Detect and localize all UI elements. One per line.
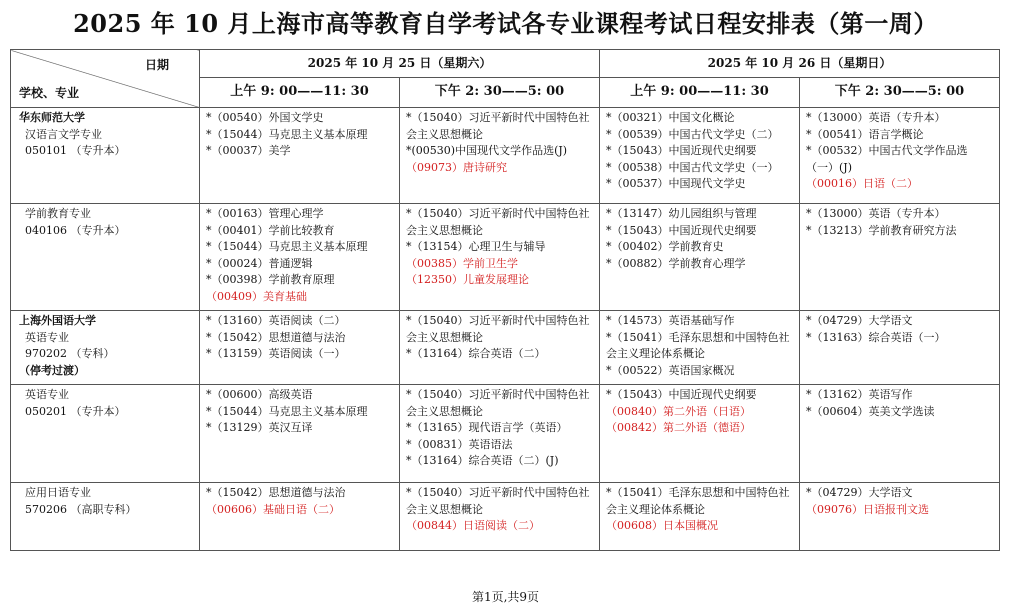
exam-course: *（15040）习近平新时代中国特色社会主义思想概论 — [406, 388, 590, 418]
exam-course: *（15042）思想道德与法治 — [206, 330, 346, 344]
exam-cell-day2-am — [600, 311, 800, 385]
exam-cell-day1-am — [200, 311, 400, 385]
exam-course: *（13000）英语（专升本） — [806, 207, 946, 220]
exam-course: *（13000）英语（专升本） — [806, 111, 946, 124]
exam-course: *（15040）习近平新时代中国特色社会主义思想概论 — [406, 486, 590, 516]
exam-cell-day2-am — [600, 483, 800, 551]
exam-course: *（13162）英语写作 — [806, 388, 913, 401]
exam-cell-day1-am — [200, 204, 400, 311]
exam-course: *（00600）高级英语 — [206, 388, 313, 401]
time-header-day2-am: 上午 9: 00——11: 30 — [600, 78, 800, 108]
exam-cell-day2-pm — [800, 108, 1000, 204]
date-header-day1: 2025 年 10 月 25 日（星期六） — [200, 50, 600, 78]
exam-course: *（04729）大学语文 — [806, 486, 913, 499]
schedule-table — [10, 49, 1000, 551]
exam-course: *（00882）学前教育心理学 — [606, 256, 746, 270]
exam-cell-day1-pm — [400, 385, 600, 483]
time-header-day2-pm: 下午 2: 30——5: 00 — [800, 78, 1000, 108]
exam-course: （00016）日语（二） — [806, 177, 918, 190]
exam-course: *（00831）英语语法 — [406, 437, 513, 451]
exam-course: *（00539）中国古代文学史（二） — [606, 127, 779, 141]
exam-cell-day2-pm — [800, 385, 1000, 483]
program-row — [11, 108, 1000, 204]
school-major-cell — [11, 204, 200, 311]
school-major-cell — [11, 108, 200, 204]
exam-course: *（13163）综合英语（一） — [806, 330, 946, 344]
exam-cell-day2-pm — [800, 483, 1000, 551]
exam-course: （00844）日语阅读（二） — [406, 519, 540, 532]
school-major-cell — [11, 311, 200, 385]
exam-course: *（00522）英语国家概况 — [606, 363, 735, 377]
date-header-day2: 2025 年 10 月 26 日（星期日） — [600, 50, 1000, 78]
exam-course: *（00401）学前比较教育 — [206, 223, 335, 237]
exam-course: （00606）基础日语（二） — [206, 502, 340, 516]
date-header-row — [11, 50, 1000, 78]
exam-course: （00608）日本国概况 — [606, 519, 718, 532]
exam-course: *（15040）习近平新时代中国特色社会主义思想概论 — [406, 111, 590, 141]
major-name: 英语专业 — [25, 330, 69, 344]
exam-course: *（00537）中国现代文学史 — [606, 177, 746, 190]
exam-cell-day1-am — [200, 385, 400, 483]
exam-course: *（15043）中国近现代史纲要 — [606, 144, 757, 157]
major-code: 050201 （专升本） — [25, 404, 126, 418]
exam-course: *（15044）马克思主义基本原理 — [206, 404, 368, 418]
exam-course: *（15041）毛泽东思想和中国特色社会主义理论体系概论 — [606, 330, 790, 360]
exam-course: *（13147）幼儿园组织与管理 — [606, 207, 757, 220]
time-header-day1-pm: 下午 2: 30——5: 00 — [400, 78, 600, 108]
exam-course: （00409）美育基础 — [206, 289, 307, 303]
exam-cell-day1-pm — [400, 204, 600, 311]
major-code: 970202 （专科） — [25, 347, 115, 360]
school-name: 华东师范大学 — [19, 111, 85, 124]
exam-cell-day1-pm — [400, 311, 600, 385]
exam-course: *（13164）综合英语（二）(J) — [406, 454, 559, 467]
exam-course: （09073）唐诗研究 — [406, 160, 507, 174]
exam-course: *（00024）普通逻辑 — [206, 256, 313, 270]
school-name: 上海外国语大学 — [19, 314, 96, 327]
exam-course: *（15044）马克思主义基本原理 — [206, 240, 368, 253]
exam-course: *（00402）学前教育史 — [606, 240, 724, 253]
exam-cell-day1-pm — [400, 108, 600, 204]
school-major-cell — [11, 385, 200, 483]
school-major-label: 学校、专业 — [19, 85, 80, 100]
major-code: 050101 （专升本） — [25, 144, 126, 157]
exam-course: *（15043）中国近现代史纲要 — [606, 388, 757, 401]
exam-course: *（00540）外国文学史 — [206, 111, 324, 124]
program-row — [11, 311, 1000, 385]
exam-course: *（00604）英美文学选读 — [806, 404, 935, 418]
diagonal-header-cell — [11, 50, 200, 108]
exam-course: *(00530)中国现代文学作品选(J) — [406, 144, 568, 157]
time-header-day1-am: 上午 9: 00——11: 30 — [200, 78, 400, 108]
exam-course: *（04729）大学语文 — [806, 314, 913, 327]
exam-course: *（13165）现代语言学（英语） — [406, 421, 568, 434]
major-name: 学前教育专业 — [25, 207, 91, 220]
exam-course: *（13159）英语阅读（一） — [206, 347, 346, 360]
major-name: 应用日语专业 — [25, 486, 91, 499]
exam-course: *（13164）综合英语（二） — [406, 347, 546, 360]
exam-course: *（00541）语言学概论 — [806, 127, 924, 141]
page-title: 2025 年 10 月上海市高等教育自学考试各专业课程考试日程安排表（第一周） — [73, 9, 938, 38]
major-code: 570206 （高职专科） — [25, 502, 137, 516]
exam-course: *（15040）习近平新时代中国特色社会主义思想概论 — [406, 314, 590, 344]
exam-course: *（00321）中国文化概论 — [606, 111, 735, 124]
exam-course: （12350）儿童发展理论 — [406, 273, 529, 286]
exam-cell-day1-pm — [400, 483, 600, 551]
exam-cell-day2-am — [600, 108, 800, 204]
exam-course: *（00163）管理心理学 — [206, 207, 324, 220]
page-footer: 第1页,共9页 — [471, 590, 540, 604]
exam-cell-day2-am — [600, 385, 800, 483]
exam-cell-day2-am — [600, 204, 800, 311]
exam-course: *（15042）思想道德与法治 — [206, 486, 346, 499]
exam-course: *（13154）心理卫生与辅导 — [406, 240, 546, 253]
program-row — [11, 204, 1000, 311]
major-code: 040106 （专升本） — [25, 223, 126, 237]
program-row — [11, 385, 1000, 483]
major-name: 汉语言文学专业 — [25, 127, 102, 141]
exam-course: *（13213）学前教育研究方法 — [806, 223, 957, 237]
major-note: （停考过渡） — [19, 363, 85, 377]
exam-cell-day2-pm — [800, 311, 1000, 385]
exam-course: *（15043）中国近现代史纲要 — [606, 223, 757, 237]
major-name: 英语专业 — [25, 388, 69, 401]
exam-course: *（15040）习近平新时代中国特色社会主义思想概论 — [406, 207, 590, 237]
exam-cell-day1-am — [200, 108, 400, 204]
exam-course: *（15044）马克思主义基本原理 — [206, 127, 368, 141]
exam-cell-day1-am — [200, 483, 400, 551]
exam-course: （09076）日语报刊文选 — [806, 502, 929, 516]
school-major-cell — [11, 483, 200, 551]
exam-course: （00842）第二外语（德语） — [606, 421, 751, 434]
schedule-body — [11, 108, 1000, 551]
exam-course: （00385）学前卫生学 — [406, 256, 518, 270]
exam-course: *（00398）学前教育原理 — [206, 273, 335, 286]
exam-course: （00840）第二外语（日语） — [606, 404, 751, 418]
exam-course: *（15041）毛泽东思想和中国特色社会主义理论体系概论 — [606, 486, 790, 516]
exam-course: *（00538）中国古代文学史（一） — [606, 160, 779, 174]
exam-course: *（13129）英汉互译 — [206, 421, 313, 434]
program-row — [11, 483, 1000, 551]
exam-course: *（00532）中国古代文学作品选（一）(J) — [806, 144, 968, 174]
exam-cell-day2-pm — [800, 204, 1000, 311]
date-label: 日期 — [144, 58, 169, 72]
exam-course: *（13160）英语阅读（二） — [206, 314, 346, 327]
exam-course: *（00037）美学 — [206, 144, 291, 157]
exam-course: *（14573）英语基础写作 — [606, 314, 735, 327]
